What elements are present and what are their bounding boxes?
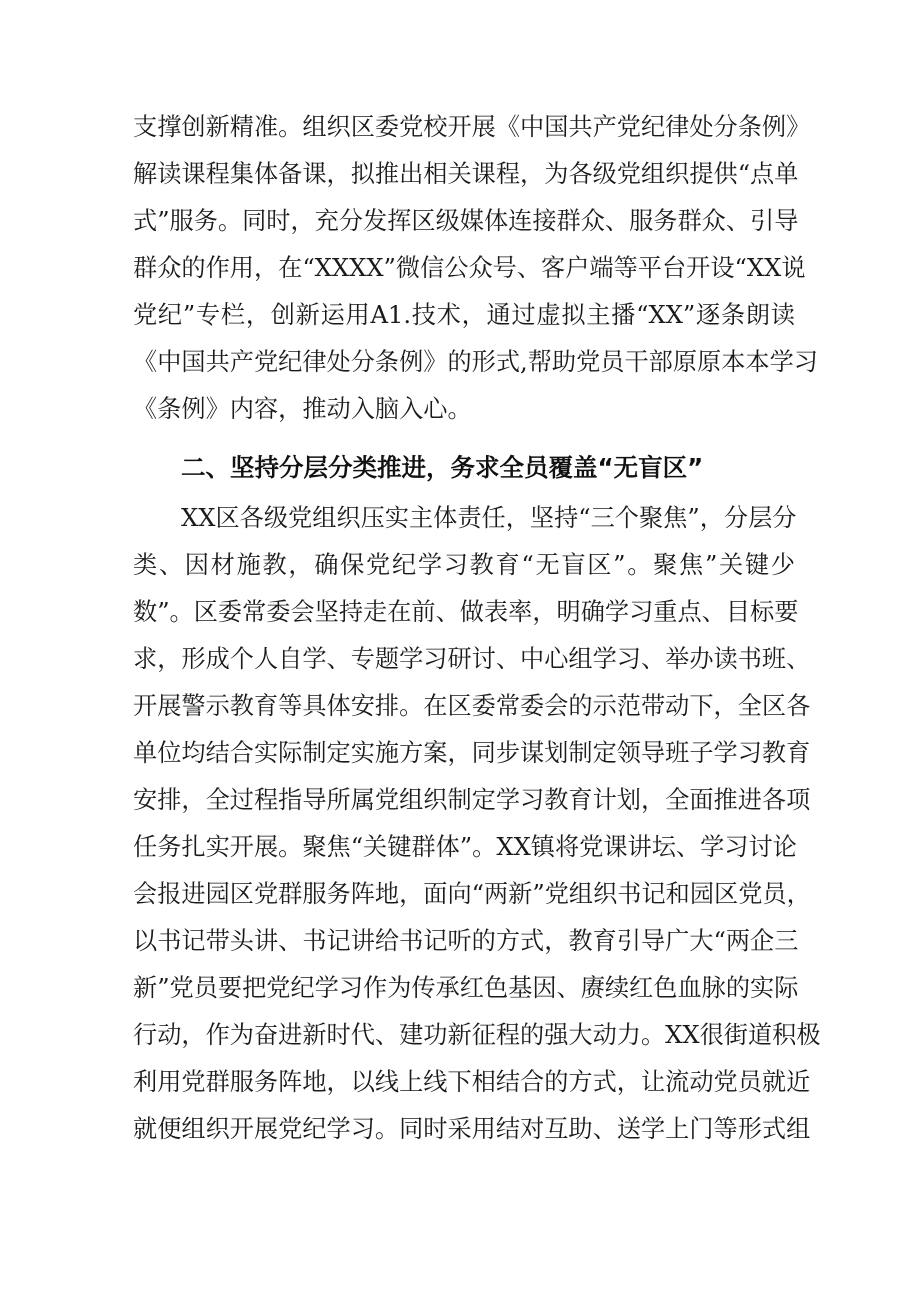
paragraph-2-line-4: 求，形成个人自学、专题学习研讨、中心组学习、举办读书班、 <box>133 645 811 673</box>
paragraph-2-line-12: 行动，作为奋进新时代、建功新征程的强大动力。XX很街道积极 <box>133 1021 821 1049</box>
paragraph-1-line-6: 《中国共产党纪律处分条例》的形式,帮助党员干部原原本本学习 <box>133 348 818 376</box>
paragraph-2-line-5: 开展警示教育等具体安排。在区委常委会的示范带动下，全区各 <box>133 692 811 720</box>
paragraph-2-line-1: XX区各级党组织压实主体责任，坚持“三个聚焦”，分层分 <box>181 504 797 532</box>
paragraph-2-line-6: 单位均结合实际制定实施方案，同步谋划制定领导班子学习教育 <box>133 739 811 767</box>
paragraph-2-line-2: 类、因材施教，确保党纪学习教育“无盲区”。聚焦”关键少 <box>133 551 795 579</box>
paragraph-2-line-10: 以书记带头讲、书记讲给书记听的方式，教育引导广大“两企三 <box>133 927 799 955</box>
paragraph-2-line-11: 新”党员要把党纪学习作为传承红色基因、赓续红色血脉的实际 <box>133 974 799 1002</box>
section-heading-2: 二、坚持分层分类推进，务求全员覆盖“无盲区” <box>181 453 704 482</box>
paragraph-2-line-3: 数”。区委常委会坚持走在前、做表率，明确学习重点、目标要 <box>133 598 799 626</box>
paragraph-2-line-7: 安排，全过程指导所属党组织制定学习教育计划，全面推进各项 <box>133 786 811 814</box>
paragraph-1-line-1: 支撑创新精准。组织区委党校开展《中国共产党纪律处分条例》 <box>133 113 811 141</box>
paragraph-2-line-9: 会报进园区党群服务阵地，面向“两新”党组织书记和园区党员， <box>133 880 811 908</box>
paragraph-2-line-14: 就便组织开展党纪学习。同时采用结对互助、送学上门等形式组 <box>133 1115 811 1143</box>
paragraph-1-line-5: 党纪”专栏，创新运用A1.技术，通过虚拟主播“XX”逐条朗读 <box>133 301 795 329</box>
paragraph-1-line-2: 解读课程集体备课，拟推出相关课程，为各级党组织提供“点单 <box>133 160 799 188</box>
paragraph-2-line-13: 利用党群服务阵地，以线上线下相结合的方式，让流动党员就近 <box>133 1068 811 1096</box>
paragraph-1-line-4: 群众的作用，在“XXXX”微信公众号、客户端等平台开设“XX说 <box>133 254 806 282</box>
paragraph-1-line-7: 《条例》内容，推动入脑入心。 <box>133 395 472 423</box>
paragraph-1-line-3: 式”服务。同时，充分发挥区级媒体连接群众、服务群众、引导 <box>133 207 799 235</box>
paragraph-2-line-8: 任务扎实开展。聚焦“关键群体”。XX镇将党课讲坛、学习讨论 <box>133 833 797 861</box>
